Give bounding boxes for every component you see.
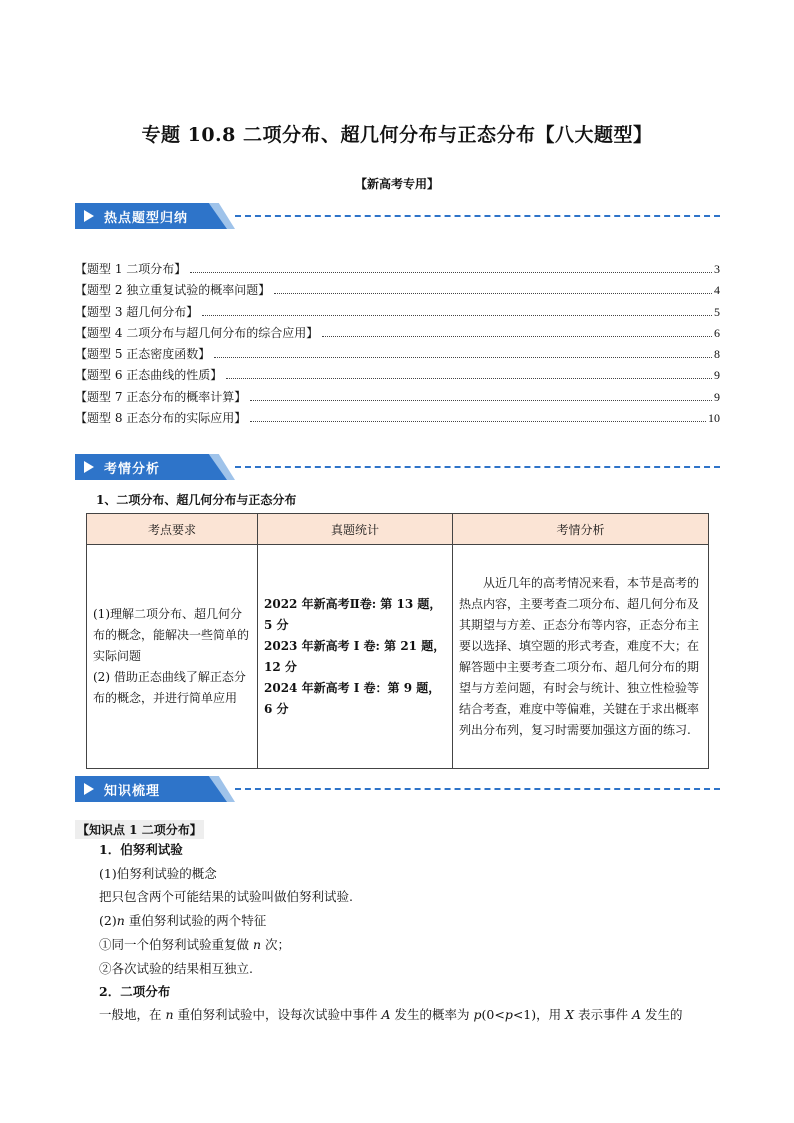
text-line: ②各次试验的结果相互独立. [99, 961, 253, 976]
text-line: 把只包含两个可能结果的试验叫做伯努利试验. [99, 889, 353, 904]
toc-item-label: 【题型 2 独立重复试验的概率问题】 [75, 283, 271, 298]
exam-stat-item: 2022 年新高考Ⅱ卷: 第 13 题，5 分 [264, 596, 442, 632]
play-arrow-icon [84, 783, 94, 795]
text-run: (2) [99, 913, 117, 928]
play-arrow-icon [84, 461, 94, 473]
table-of-contents [75, 260, 720, 430]
math-variable: n [252, 937, 262, 952]
toc-item[interactable] [75, 281, 720, 302]
toc-item[interactable] [75, 303, 720, 324]
text-line [99, 911, 266, 929]
analysis-cell [453, 545, 709, 769]
toc-item-page: 10 [708, 411, 720, 426]
table-header-cell: 真题统计 [258, 514, 453, 545]
toc-leader-dots [190, 272, 712, 273]
toc-item-label: 【题型 7 正态分布的概率计算】 [75, 389, 247, 404]
text-run: 重伯努利试验的两个特征 [124, 913, 267, 928]
requirement-item: (2) 借助正态曲线了解正态分布的概念，并进行简单应用 [93, 670, 246, 705]
math-variable: n [165, 1007, 174, 1022]
dashed-divider [235, 215, 720, 217]
toc-item-page: 4 [714, 283, 720, 298]
paragraph-line [99, 1005, 721, 1023]
page-title: 专题 10.8 二项分布、超几何分布与正态分布【八大题型】 [141, 124, 653, 146]
math-variable: A [381, 1007, 391, 1022]
toc-item[interactable] [75, 345, 720, 366]
table-header-cell: 考点要求 [87, 514, 258, 545]
table-row [87, 545, 709, 769]
play-arrow-icon [84, 210, 94, 222]
table-header-row [87, 514, 709, 545]
toc-item-label: 【题型 8 正态分布的实际应用】 [75, 411, 247, 426]
toc-leader-dots [250, 400, 712, 401]
math-variable: A [631, 1007, 641, 1022]
toc-leader-dots [214, 357, 712, 358]
subheading: 1．伯努利试验 [99, 842, 183, 857]
toc-leader-dots [322, 336, 712, 337]
text-line [99, 935, 290, 953]
section-header-analysis [75, 454, 720, 480]
toc-item-label: 【题型 3 超几何分布】 [75, 304, 199, 319]
math-variable: p [473, 1007, 482, 1022]
toc-item[interactable] [75, 324, 720, 345]
toc-item-label: 【题型 6 正态曲线的性质】 [75, 368, 223, 383]
toc-item-page: 3 [714, 262, 720, 276]
subheading: 2．二项分布 [99, 984, 171, 999]
toc-item[interactable] [75, 260, 720, 281]
toc-item[interactable] [75, 409, 720, 430]
toc-item-label: 【题型 1 二项分布】 [75, 262, 187, 276]
toc-item-page: 6 [714, 325, 720, 340]
toc-leader-dots [250, 421, 706, 422]
requirement-item: (1)理解二项分布、超几何分布的概念，能解决一些简单的实际问题 [93, 607, 250, 663]
toc-leader-dots [202, 315, 712, 316]
exam-stat-item: 2023 年新高考 I 卷: 第 21 题，12 分 [264, 638, 446, 674]
text-run: <1)，用 [512, 1007, 566, 1022]
text-run: 重伯努利试验中，设每次试验中事件 [173, 1007, 382, 1022]
analysis-table [86, 513, 709, 769]
toc-item-page: 9 [714, 389, 720, 404]
toc-item-page: 9 [714, 368, 720, 383]
math-variable: n [116, 913, 125, 928]
section-title: 知识梳理 [104, 784, 161, 799]
section-header-knowledge [75, 776, 720, 802]
text-run: 表示事件 [574, 1007, 632, 1022]
toc-item[interactable] [75, 366, 720, 387]
section-header-hot-types [75, 203, 720, 229]
text-run: 发生的概率为 [390, 1007, 474, 1022]
toc-leader-dots [274, 293, 712, 294]
toc-item[interactable] [75, 388, 720, 409]
analysis-text: 从近几年的高考情况来看，本节是高考的热点内容，主要考查二项分布、超几何分布及其期望与方差、正态分布等内容，正态分布主要以选择、填空题的形式考查，难度不大；在解答题中主要考查二项分布、超几何分布的期望与方差问题，有时会与统计、独立性检验等结合考查，难度中等偏难，关键在于求出概率列出分布列，复习时需要加强这方面的练习. [459, 575, 700, 737]
text-run: 次； [261, 937, 291, 952]
math-variable: X [565, 1007, 575, 1022]
toc-item-page: 5 [714, 304, 720, 319]
toc-item-label: 【题型 4 二项分布与超几何分布的综合应用】 [75, 325, 319, 340]
text-run: 发生的 [641, 1007, 683, 1022]
text-line: (1)伯努利试验的概念 [99, 866, 217, 881]
dashed-divider [235, 466, 720, 468]
toc-leader-dots [226, 378, 712, 379]
text-run: (0< [481, 1007, 505, 1022]
requirements-cell [87, 545, 258, 769]
text-run: 一般地，在 [99, 1007, 166, 1022]
section-title: 热点题型归纳 [104, 211, 189, 226]
page-subtitle: 【新高考专用】 [354, 177, 439, 191]
dashed-divider [235, 788, 720, 790]
section-title: 考情分析 [104, 462, 161, 477]
analysis-heading: 1、二项分布、超几何分布与正态分布 [96, 493, 297, 507]
exam-stat-item: 2024 年新高考 I 卷：第 9 题，6 分 [264, 680, 441, 716]
text-run: ①同一个伯努利试验重复做 [99, 937, 253, 952]
exam-stats-cell [258, 545, 453, 769]
math-variable: p [504, 1007, 513, 1022]
table-header-cell: 考情分析 [453, 514, 709, 545]
knowledge-point-badge: 【知识点 1 二项分布】 [75, 820, 204, 839]
toc-item-page: 8 [714, 347, 720, 362]
toc-item-label: 【题型 5 正态密度函数】 [75, 347, 211, 362]
